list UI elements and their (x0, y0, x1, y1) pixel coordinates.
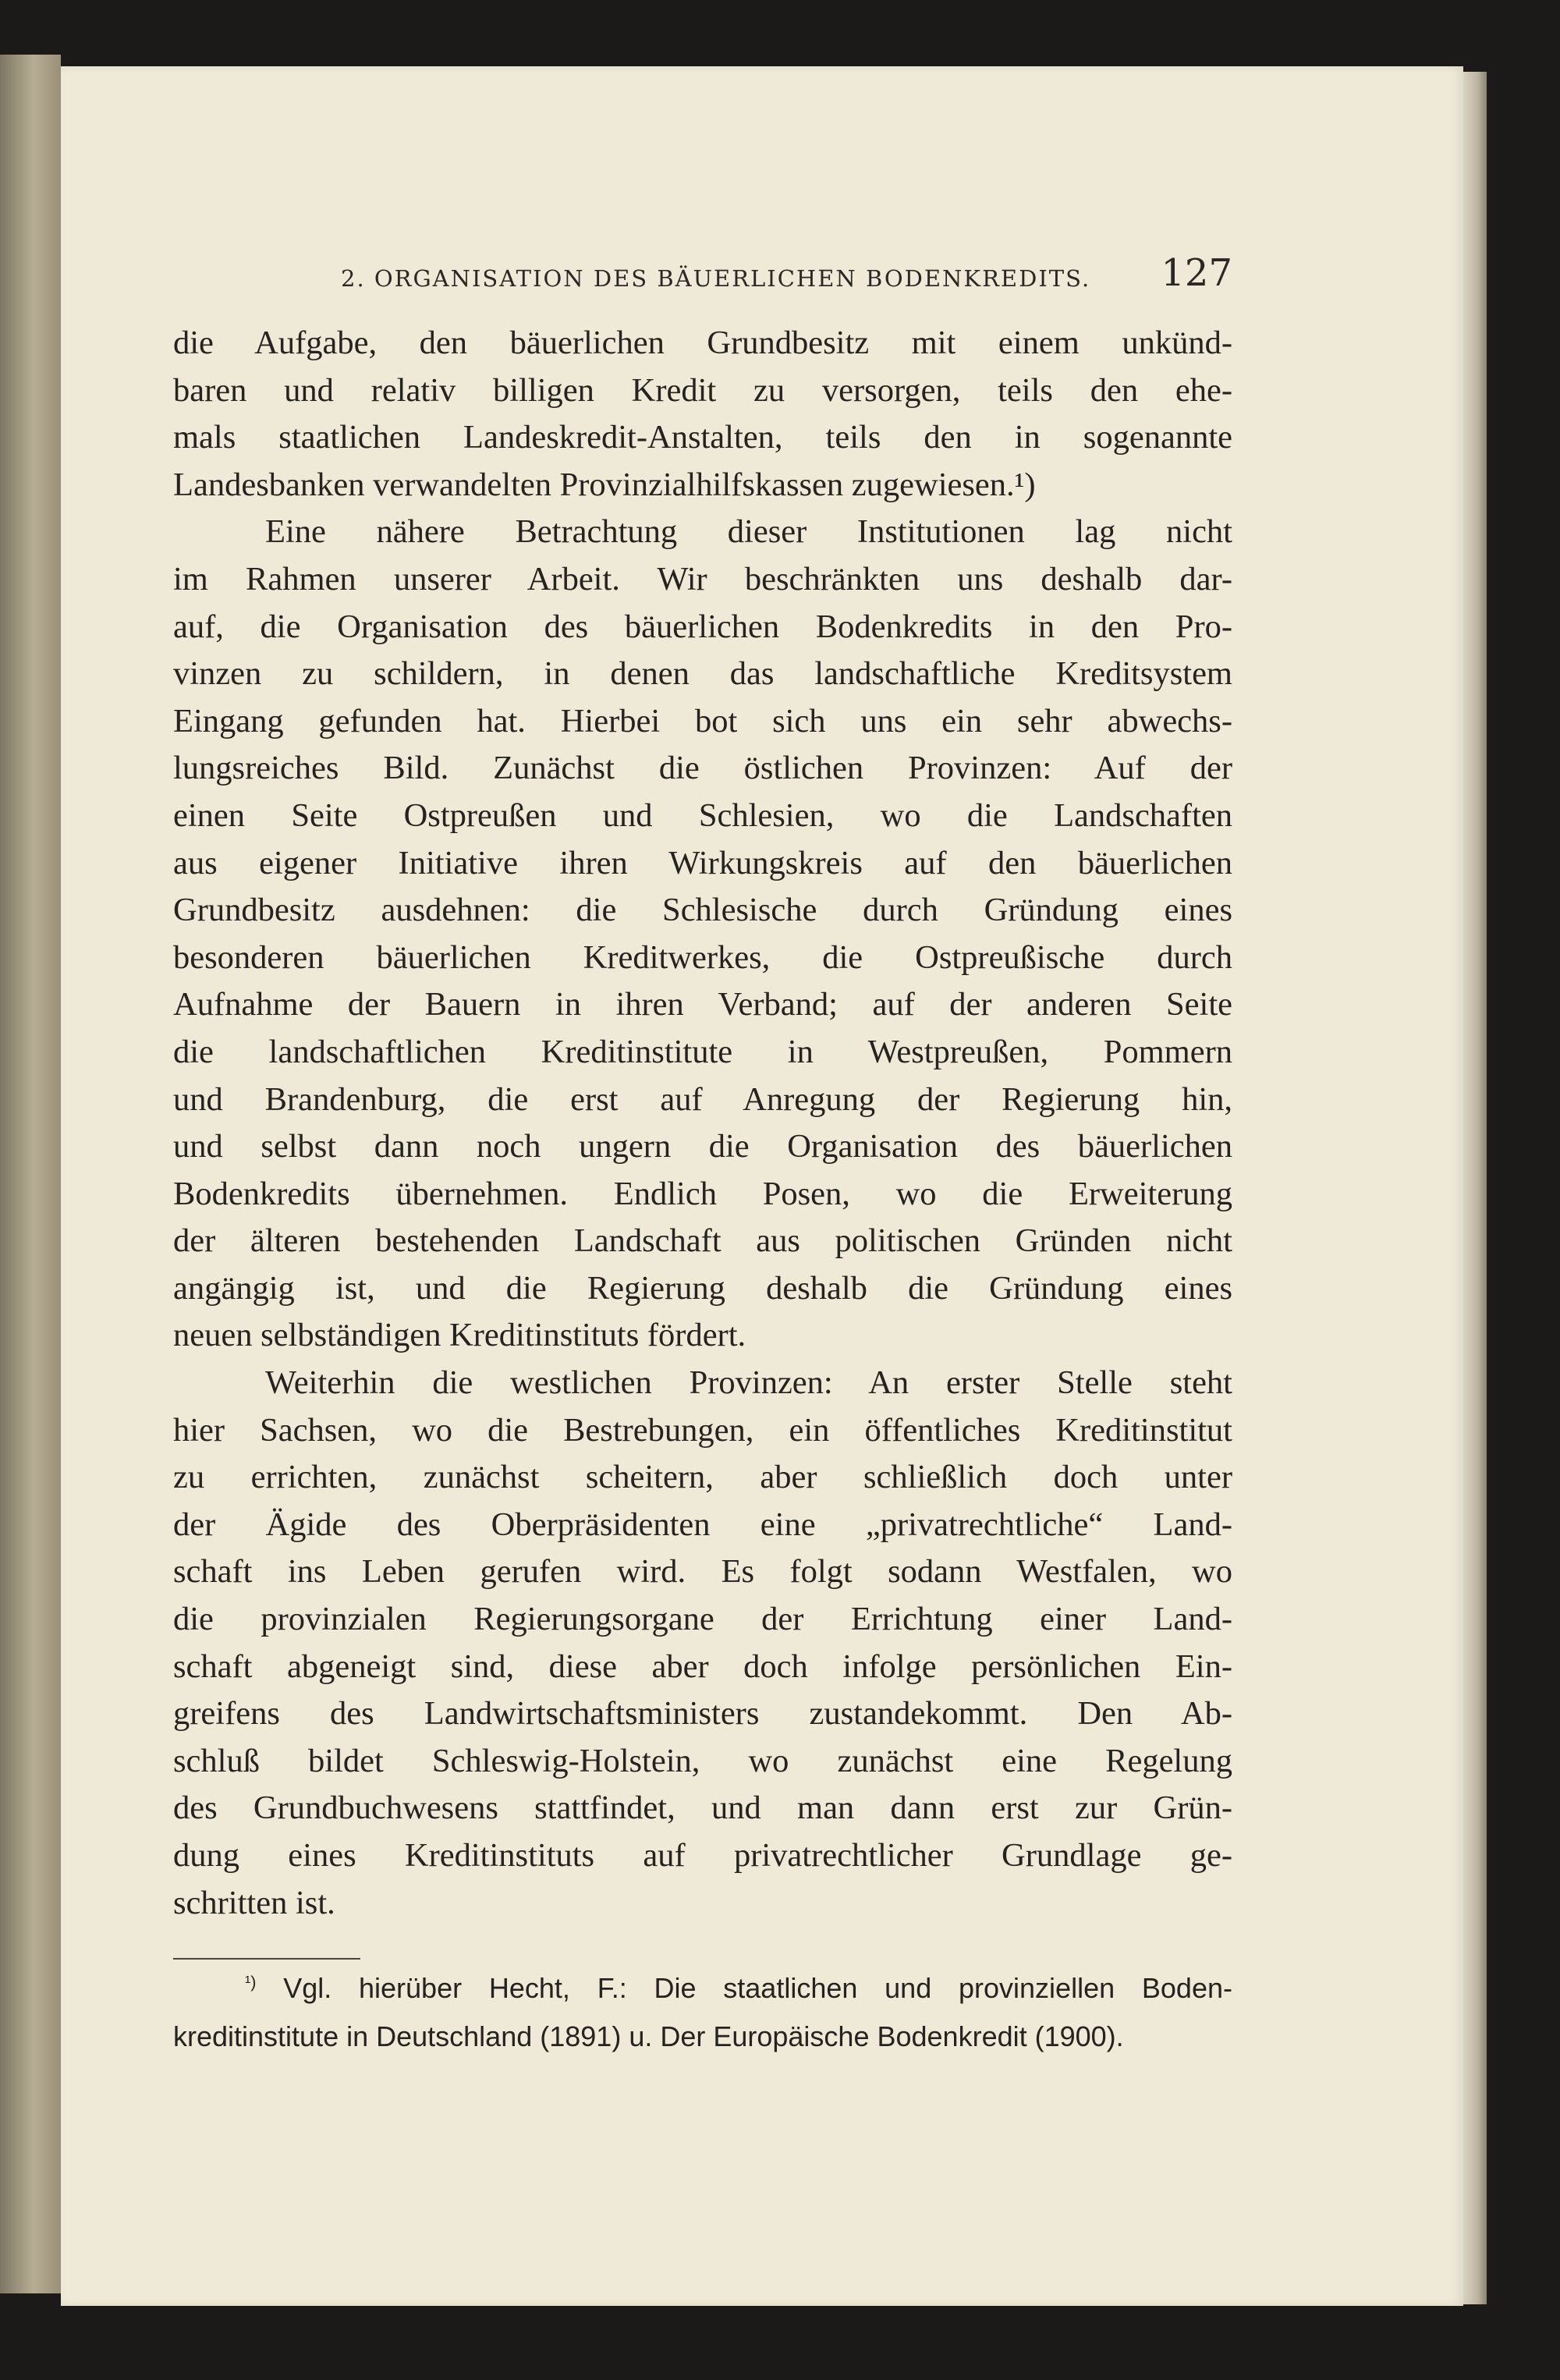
page-number: 127 (1161, 251, 1232, 295)
text-line: schluß bildet Schleswig-Holstein, wo zunächst eine Regelung (173, 1742, 1232, 1779)
text-line: die landschaftlichen Kreditinstitute in Westpreußen, Pommern (173, 1033, 1232, 1070)
text-line: einen Seite Ostpreußen und Schlesien, wo die Landschaften (173, 796, 1232, 834)
text-line: schaft abgeneigt sind, diese aber doch infolge persönlichen Ein- (173, 1648, 1232, 1685)
text-line: die provinzialen Regierungsorgane der Errichtung einer Land- (173, 1601, 1232, 1638)
text-line: baren und relativ billigen Kredit zu versorgen, teils den ehe- (173, 371, 1232, 409)
text-line: die Aufgabe, den bäuerlichen Grundbesitz mit einem unkünd- (173, 325, 1232, 361)
text-line: schritten ist. (173, 1884, 335, 1921)
running-head (173, 251, 1232, 306)
text-line: aus eigener Initiative ihren Wirkungskreis auf den bäuerlichen (173, 844, 1232, 881)
footnote-marker: ¹) (245, 1972, 257, 1992)
text-line: Aufnahme der Bauern in ihren Verband; auf der anderen Seite (173, 986, 1232, 1023)
text-line: neuen selbständigen Kreditinstituts fördert. (173, 1317, 746, 1354)
text-line: Landesbanken verwandelten Provinzialhilfskassen zugewiesen.¹) (173, 466, 1036, 503)
text-line: greifens des Landwirtschaftsministers zustandekommt. Den Ab- (173, 1695, 1232, 1733)
footnote (173, 1964, 1232, 2061)
text-line: Eine nähere Betrachtung dieser Institutionen lag nicht (265, 513, 1232, 551)
facing-page-edge (0, 55, 61, 2293)
body-text (173, 320, 1232, 1927)
page-fore-edge (1463, 72, 1487, 2304)
text-line: der älteren bestehenden Landschaft aus politischen Gründen nicht (173, 1222, 1232, 1260)
text-line: Weiterhin die westlichen Provinzen: An erster Stelle steht (265, 1364, 1232, 1402)
text-line: und Brandenburg, die erst auf Anregung der Regierung hin, (173, 1080, 1232, 1118)
text-line: des Grundbuchwesens stattfindet, und man dann erst zur Grün- (173, 1789, 1232, 1827)
text-line: Bodenkredits übernehmen. Endlich Posen, wo die Erweiterung (173, 1175, 1232, 1212)
footnote-line (173, 1964, 1232, 2013)
text-line: auf, die Organisation des bäuerlichen Bodenkredits in den Pro- (173, 608, 1232, 645)
footnote-line: kreditinstitute in Deutschland (1891) u. Der Europäische Bodenkredit (1900). (173, 2020, 1124, 2052)
text-line: besonderen bäuerlichen Kreditwerkes, die Ostpreußische durch (173, 938, 1232, 976)
text-line: vinzen zu schildern, in denen das landschaftliche Kreditsystem (173, 655, 1232, 693)
text-line: schaft ins Leben gerufen wird. Es folgt sodann Westfalen, wo (173, 1553, 1232, 1591)
text-line: mals staatlichen Landeskredit-Anstalten, teils den in sogenannte (173, 419, 1232, 456)
text-line: zu errichten, zunächst scheitern, aber schließlich doch unter (173, 1459, 1232, 1496)
text-line: dung eines Kreditinstituts auf privatrechtlicher Grundlage ge- (173, 1837, 1232, 1874)
text-line: Eingang gefunden hat. Hierbei bot sich uns ein sehr abwechs- (173, 702, 1232, 740)
footnote-text: Vgl. hierüber Hecht, F.: Die staatlichen und provinziellen Boden- (283, 1972, 1232, 2004)
text-line: im Rahmen unserer Arbeit. Wir beschränkten uns deshalb dar- (173, 560, 1232, 598)
text-line: und selbst dann noch ungern die Organisation des bäuerlichen (173, 1128, 1232, 1165)
text-line: angängig ist, und die Regierung deshalb die Gründung eines (173, 1269, 1232, 1307)
footnote-rule (173, 1958, 360, 1960)
text-line: der Ägide des Oberpräsidenten eine „privatrechtliche“ Land- (173, 1506, 1232, 1543)
text-line: hier Sachsen, wo die Bestrebungen, ein öffentliches Kreditinstitut (173, 1411, 1232, 1449)
text-line: Grundbesitz ausdehnen: die Schlesische durch Gründung eines (173, 892, 1232, 929)
running-title: 2. ORGANISATION DES BÄUERLICHEN BODENKREDITS. (341, 265, 1091, 292)
text-line: lungsreiches Bild. Zunächst die östlichen Provinzen: Auf der (173, 750, 1232, 787)
